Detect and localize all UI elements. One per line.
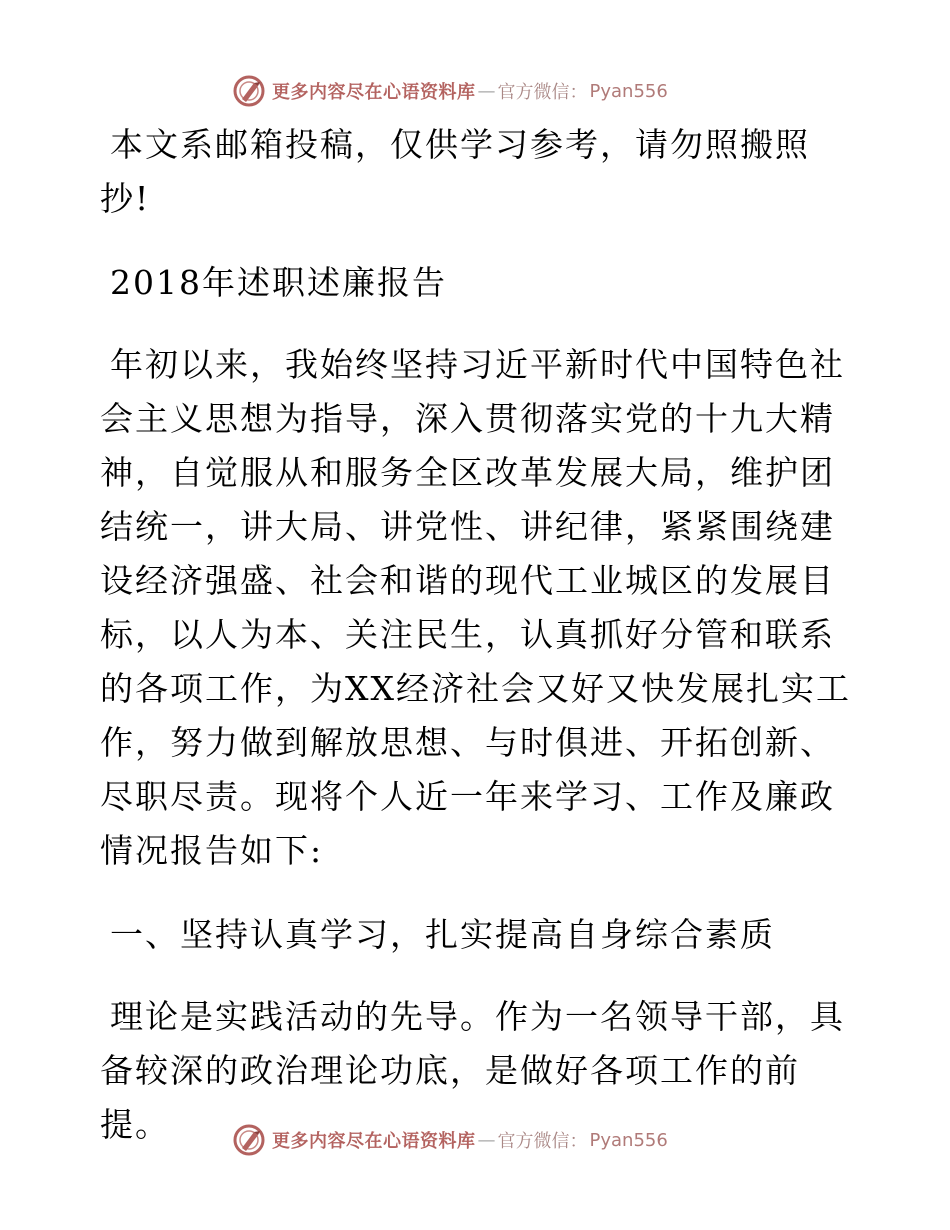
watermark-wechat-id: Pyan556 [589,80,668,102]
section-paragraph: 理论是实践活动的先导。作为一名领导干部，具备较深的政治理论功底，是做好各项工作的前提。 [100,997,845,1144]
watermark-site-name: 更多内容尽在心语资料库 [272,1131,476,1152]
document-title: 2018年述职述廉报告 [110,263,447,302]
watermark-site-name: 更多内容尽在心语资料库 [272,82,476,103]
pen-nib-circle-icon [232,74,266,108]
watermark-wechat-label: 官方微信： [497,1131,588,1152]
watermark-footer [232,1122,668,1158]
watermark-header [232,73,668,109]
submission-notice: 本文系邮箱投稿，仅供学习参考，请勿照搬照抄! [100,125,810,218]
watermark-separator: — [477,1129,496,1151]
section-heading: 一、坚持认真学习，扎实提高自身综合素质 [110,915,775,954]
document-body [100,118,860,1152]
intro-paragraph: 年初以来，我始终坚持习近平新时代中国特色社会主义思想为指导，深入贯彻落实党的十九大精神，自觉服从和服务全区改革发展大局，维护团结统一，讲大局、讲党性、讲纪律，紧紧围绕建设经济强盛、社会和谐的现代工业城区的发展目标，以人为本、关注民生，认真抓好分管和联系的各项工作，为XX经济社会又好又快发展扎实工作，努力做到解放思想、与时俱进、开拓创新、尽职尽责。现将个人近一年来学习、工作及廉政情况报告如下: [100,345,851,870]
watermark-separator: — [477,80,496,102]
watermark-wechat-label: 官方微信： [497,82,588,103]
pen-nib-circle-icon [232,1123,266,1157]
watermark-wechat-id: Pyan556 [589,1129,668,1151]
